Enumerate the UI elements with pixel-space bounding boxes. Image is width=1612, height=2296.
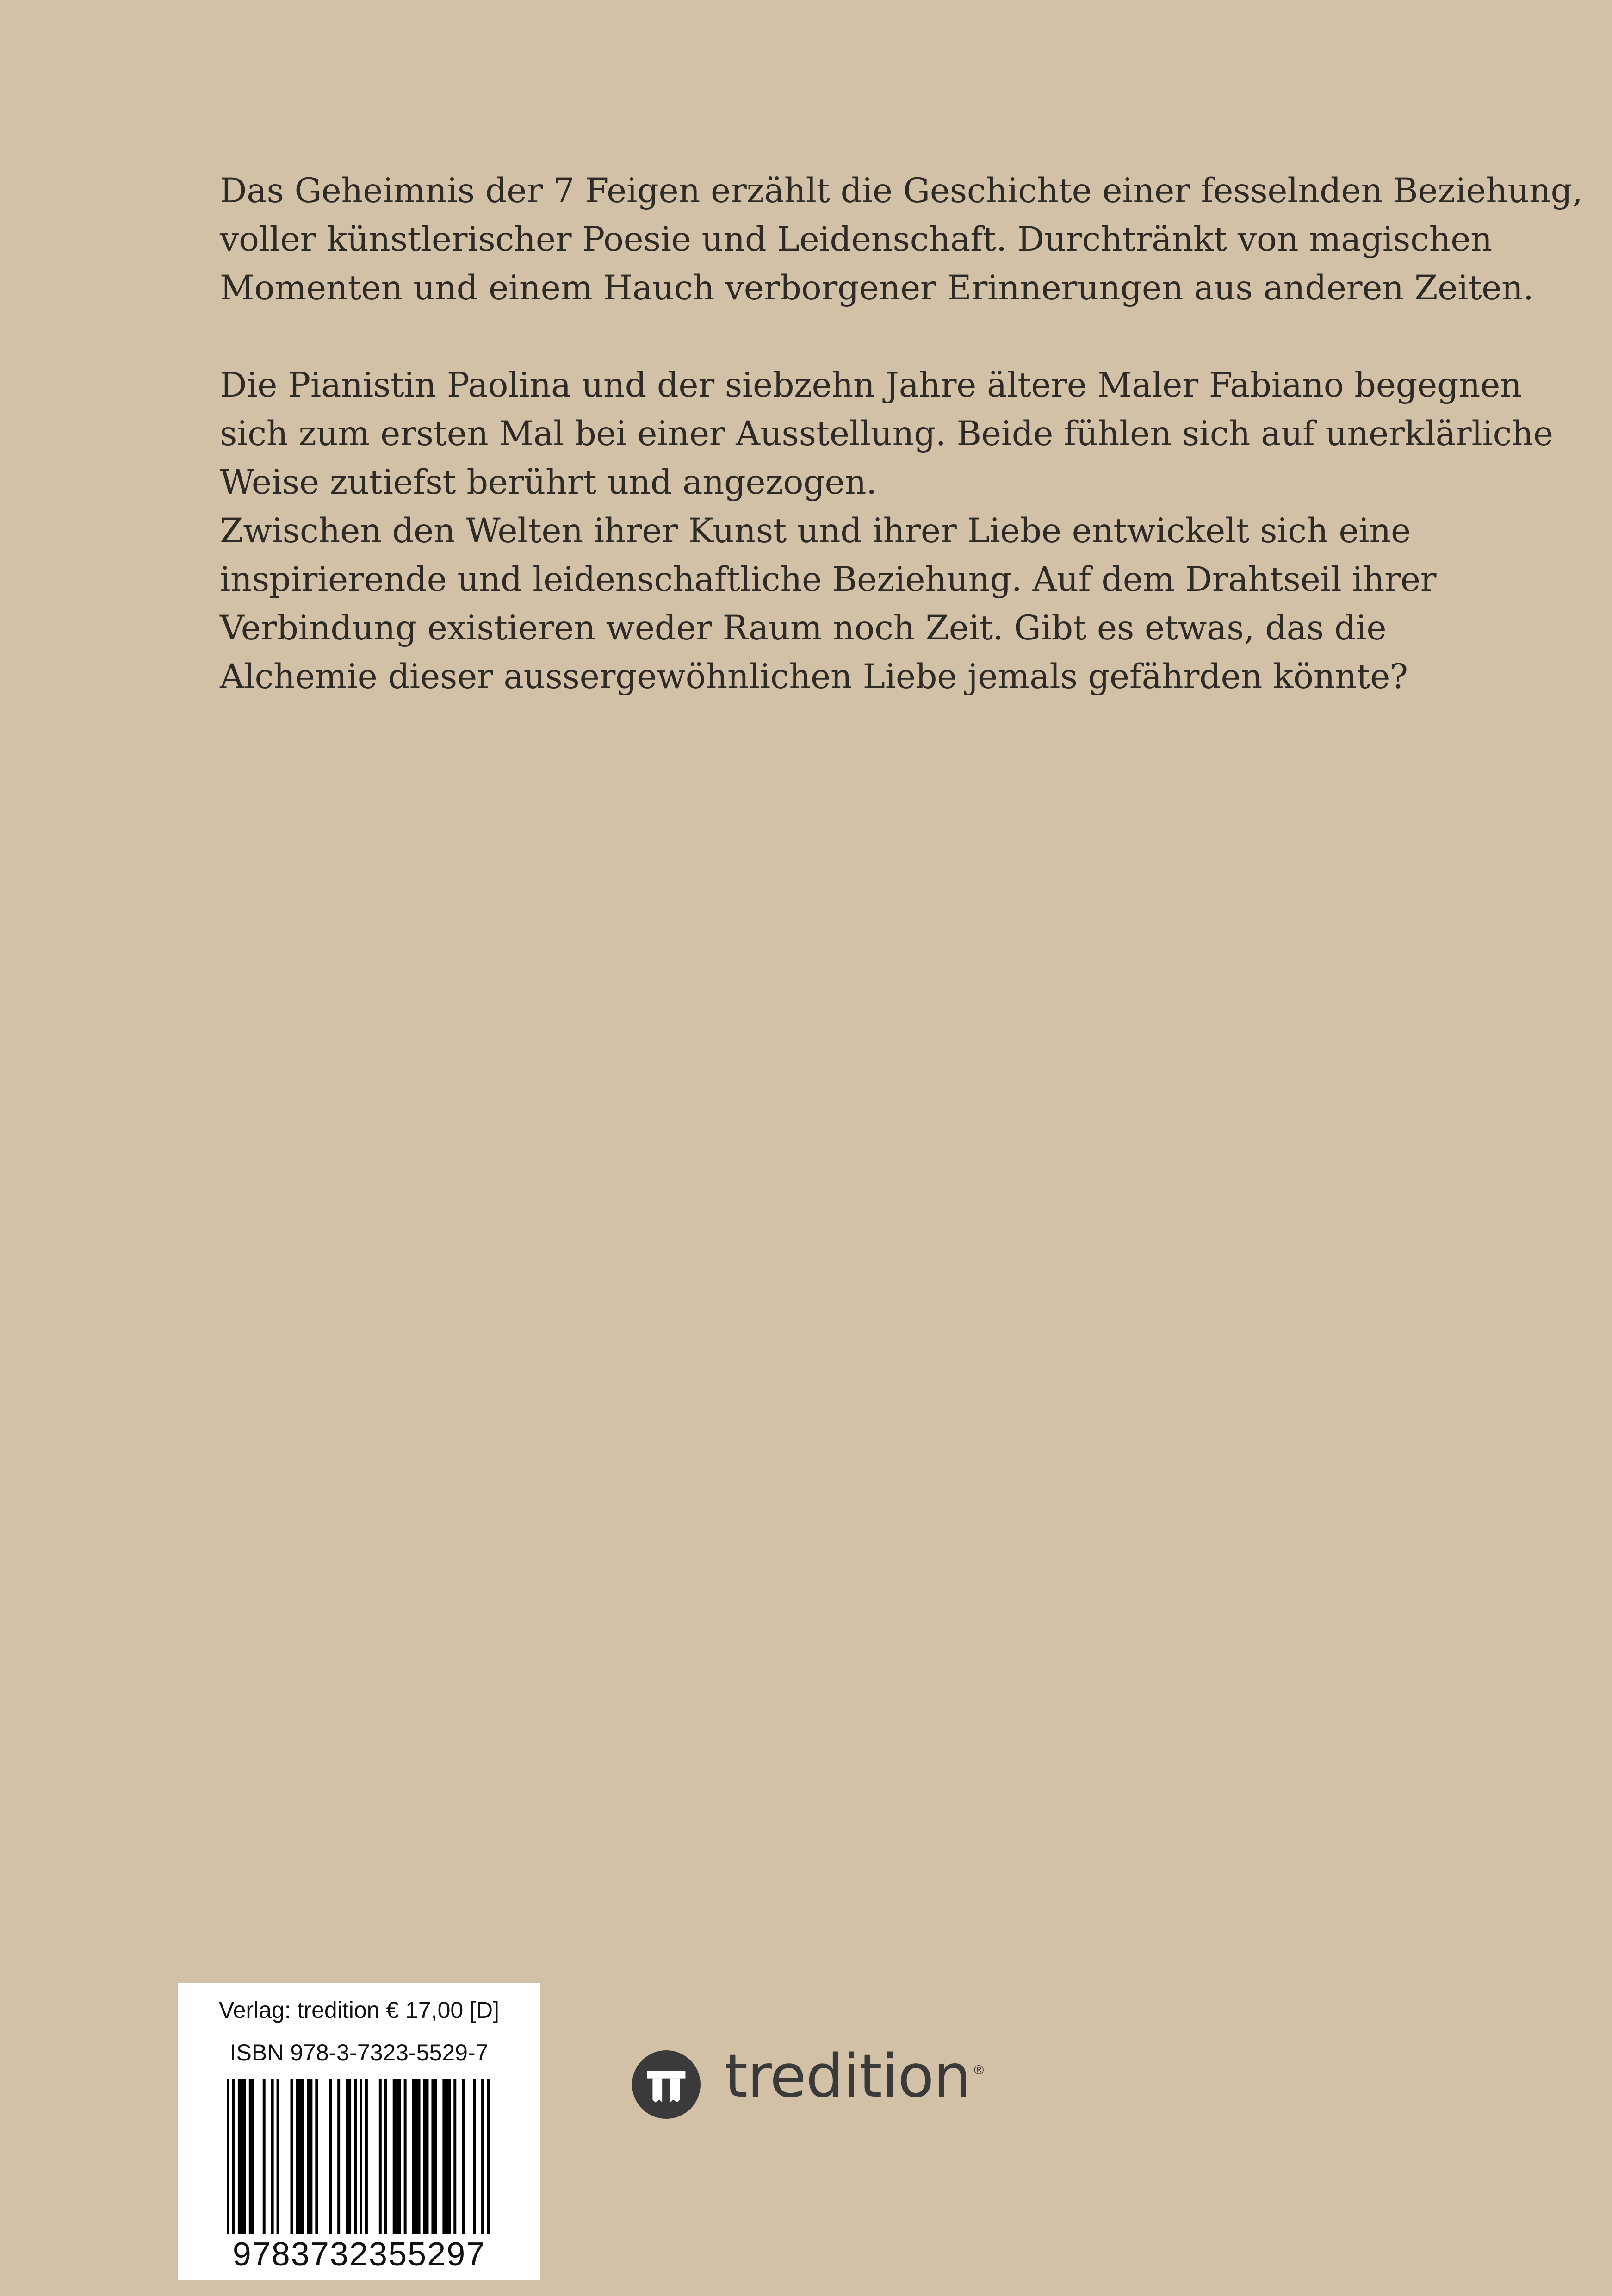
blurb-line: inspirierende und leidenschaftliche Beziehung. Auf dem Drahtseil ihrer <box>220 560 1437 599</box>
barcode-bar <box>431 2079 437 2234</box>
blurb-line: Alchemie dieser aussergewöhnlichen Liebe jemals gefährden könnte? <box>220 657 1408 696</box>
barcode-label <box>178 1983 540 2280</box>
blurb-paragraph-2 <box>220 361 1553 701</box>
barcode-bar <box>329 2079 332 2234</box>
blurb-line: Zwischen den Welten ihrer Kunst und ihrer Liebe entwickelt sich eine <box>220 511 1411 551</box>
blurb-line: Weise zutiefst berührt und angezogen. <box>220 463 877 502</box>
barcode-bar <box>277 2079 279 2234</box>
barcode-bar <box>227 2079 229 2234</box>
barcode-bar <box>263 2079 266 2234</box>
blurb-line: Das Geheimnis der 7 Feigen erzählt die Geschichte einer fesselnden Beziehung, <box>220 171 1583 211</box>
tredition-logo-icon <box>632 2050 701 2119</box>
barcode-bar <box>346 2079 351 2234</box>
barcode-bar <box>442 2079 451 2234</box>
barcode-bar <box>384 2079 387 2234</box>
barcode-bar <box>487 2079 490 2234</box>
barcode-icon <box>227 2079 490 2234</box>
barcode-bar <box>404 2079 407 2234</box>
barcode-bar <box>412 2079 421 2234</box>
barcode-bar <box>379 2079 382 2234</box>
barcode-bar <box>238 2079 246 2234</box>
publisher-name: tredition <box>725 2042 971 2111</box>
barcode-bar <box>354 2079 357 2234</box>
barcode-bar <box>291 2079 293 2234</box>
publisher-price-line: Verlag: tredition € 17,00 [D] <box>219 1997 499 2023</box>
back-cover-blurb <box>220 167 1583 750</box>
barcode-bar <box>249 2079 254 2234</box>
blurb-line: Momenten und einem Hauch verborgener Erinnerungen aus anderen Zeiten. <box>220 268 1534 308</box>
blurb-line: Die Pianistin Paolina und der siebzehn Jahre ältere Maler Fabiano begegnen <box>220 366 1522 405</box>
barcode-bar <box>315 2079 318 2234</box>
barcode-digits: 9783732355297 <box>232 2236 486 2273</box>
isbn-line: ISBN 978-3-7323-5529-7 <box>229 2040 489 2066</box>
registered-mark: ® <box>972 2062 985 2078</box>
barcode-bar <box>423 2079 429 2234</box>
barcode-bar <box>481 2079 484 2234</box>
blurb-line: Verbindung existieren weder Raum noch Zeit. Gibt es etwas, das die <box>220 608 1387 648</box>
barcode-bar <box>232 2079 235 2234</box>
barcode-bar <box>360 2079 362 2234</box>
barcode-bar <box>473 2079 476 2234</box>
barcode-bar <box>365 2079 368 2234</box>
barcode-bar <box>393 2079 401 2234</box>
barcode-bar <box>453 2079 456 2234</box>
barcode-bar <box>462 2079 465 2234</box>
blurb-line: sich zum ersten Mal bei einer Ausstellung. Beide fühlen sich auf unerklärliche <box>220 414 1553 453</box>
barcode-bar <box>307 2079 312 2234</box>
blurb-paragraph-1 <box>220 167 1583 312</box>
publisher-wordmark <box>725 2042 985 2127</box>
publisher-logo <box>632 2042 985 2119</box>
barcode-bar <box>337 2079 340 2234</box>
barcode-bar <box>271 2079 274 2234</box>
blurb-line: voller künstlerischer Poesie und Leidenschaft. Durchtränkt von magischen <box>220 220 1492 259</box>
barcode-bar <box>296 2079 304 2234</box>
